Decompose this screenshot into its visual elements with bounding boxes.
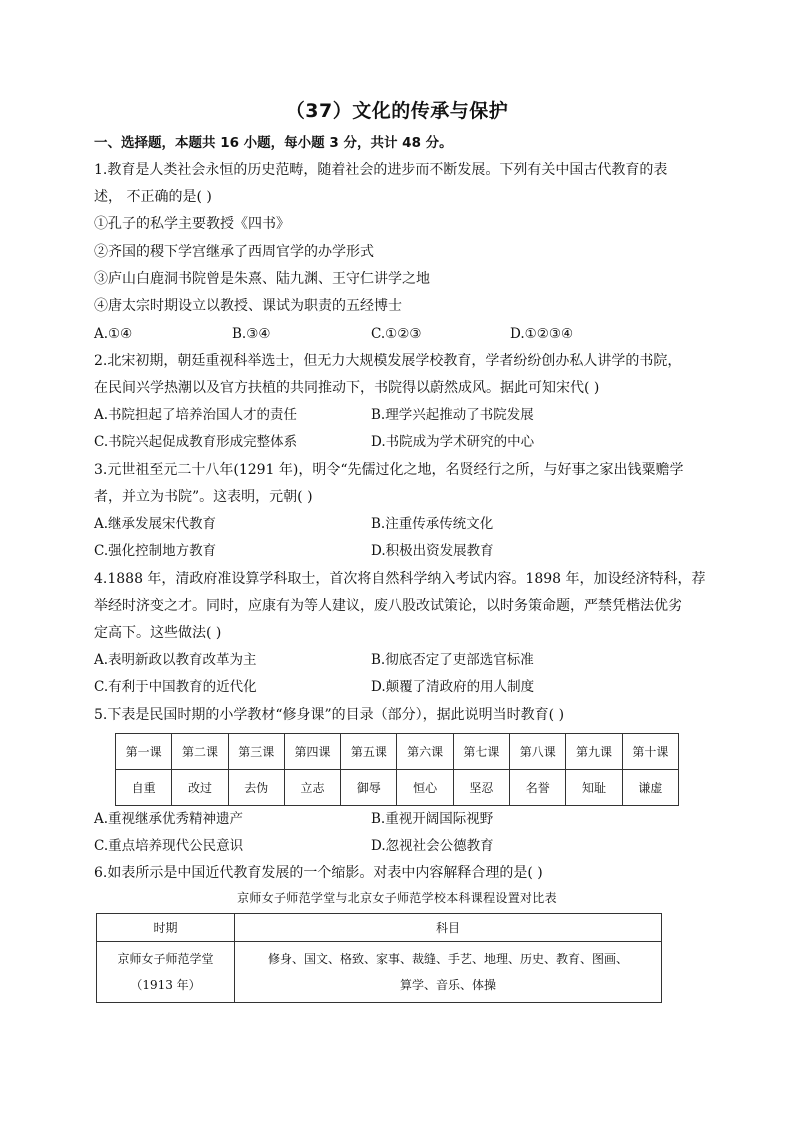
subjects-line1: 修身、国文、格致、家事、裁缝、手艺、地理、历史、教育、图画、 — [267, 952, 628, 966]
q5-stem: 5.下表是民国时期的小学教材“修身课”的目录（部分），据此说明当时教育( ) — [94, 707, 565, 723]
q5-option-d[interactable]: D.忽视社会公德教育 — [371, 838, 494, 854]
q4-stem-line3: 定高下。这些做法( ) — [94, 625, 222, 641]
period-year: （1913 年） — [130, 978, 201, 992]
topic-cell: 立志 — [284, 770, 340, 806]
header-subjects: 科目 — [235, 914, 662, 942]
q4-option-b[interactable]: B.彻底否定了吏部选官标准 — [371, 652, 534, 668]
q2-option-a[interactable]: A.书院担起了培养治国人才的责任 — [94, 407, 298, 423]
q1-stem-line2: 述， 不正确的是( ) — [94, 189, 212, 205]
q1-option-b[interactable]: B.③④ — [232, 326, 271, 342]
q4-stem-line2: 举经时济变之才。同时，应康有为等人建议，废八股改试策论，以时务策命题，严禁凭楷法优劣 — [94, 598, 682, 614]
subjects-cell — [235, 942, 662, 1003]
q2-option-d[interactable]: D.书院成为学术研究的中心 — [371, 434, 535, 450]
q6-table-caption: 京师女子师范学堂与北京女子师范学校本科课程设置对比表 — [237, 891, 557, 905]
topic-cell: 名誉 — [510, 770, 566, 806]
q2-option-c[interactable]: C.书院兴起促成教育形成完整体系 — [94, 434, 298, 450]
topic-cell: 御辱 — [341, 770, 397, 806]
q3-option-c[interactable]: C.强化控制地方教育 — [94, 543, 217, 559]
q3-option-d[interactable]: D.积极出资发展教育 — [371, 543, 494, 559]
page-title: （37）文化的传承与保护 — [285, 100, 509, 122]
q3-stem-line2: 者，并立为书院”。这表明，元朝( ) — [94, 489, 313, 505]
topic-cell: 谦虚 — [622, 770, 678, 806]
q4-stem-line1: 4.1888 年，清政府准设算学科取士，首次将自然科学纳入考试内容。1898 年，加设经济特科，荐 — [94, 571, 706, 587]
period-cell — [97, 942, 235, 1003]
q4-option-c[interactable]: C.有利于中国教育的近代化 — [94, 679, 257, 695]
q5-option-b[interactable]: B.重视开阔国际视野 — [371, 811, 494, 827]
lesson-cell: 第二课 — [172, 734, 228, 770]
section-heading: 一、选择题，本题共 16 小题，每小题 3 分，共计 48 分。 — [94, 135, 453, 151]
lesson-cell: 第四课 — [284, 734, 340, 770]
q1-option-a[interactable]: A.①④ — [94, 326, 133, 342]
table-row — [97, 942, 662, 1003]
q2-stem-line1: 2.北宋初期，朝廷重视科举选士，但无力大规模发展学校教育，学者纷纷创办私人讲学的书院， — [94, 353, 682, 369]
topic-cell: 去伪 — [228, 770, 284, 806]
q1-statement-4: ④唐太宗时期设立以教授、课试为职责的五经博士 — [94, 298, 402, 314]
period-name: 京师女子师范学堂 — [117, 952, 214, 966]
q4-option-d[interactable]: D.颠覆了清政府的用人制度 — [371, 679, 535, 695]
table-row — [116, 734, 679, 770]
q3-option-b[interactable]: B.注重传承传统文化 — [371, 516, 494, 532]
q1-statement-3: ③庐山白鹿洞书院曾是朱熹、陆九渊、王守仁讲学之地 — [94, 271, 430, 287]
lesson-cell: 第七课 — [453, 734, 509, 770]
q2-stem-line2: 在民间兴学热潮以及官方扶植的共同推动下，书院得以蔚然成风。据此可知宋代( ) — [94, 380, 600, 396]
q1-statement-1: ①孔子的私学主要教授《四书》 — [94, 216, 290, 232]
topic-cell: 改过 — [172, 770, 228, 806]
table-row — [116, 770, 679, 806]
lesson-cell: 第五课 — [341, 734, 397, 770]
q3-option-a[interactable]: A.继承发展宋代教育 — [94, 516, 217, 532]
lesson-cell: 第三课 — [228, 734, 284, 770]
topic-cell: 坚忍 — [453, 770, 509, 806]
lesson-cell: 第九课 — [566, 734, 622, 770]
q6-stem: 6.如表所示是中国近代教育发展的一个缩影。对表中内容解释合理的是( ) — [94, 865, 543, 881]
topic-cell: 恒心 — [397, 770, 453, 806]
topic-cell: 自重 — [116, 770, 172, 806]
q4-option-a[interactable]: A.表明新政以教育改革为主 — [94, 652, 257, 668]
q1-option-d[interactable]: D.①②③④ — [510, 326, 574, 342]
table-header-row — [97, 914, 662, 942]
header-period: 时期 — [97, 914, 235, 942]
q3-stem-line1: 3.元世祖至元二十八年(1291 年)，明令“先儒过化之地，名贤经行之所，与好事之家出钱粟赡学 — [94, 462, 684, 478]
q1-statement-2: ②齐国的稷下学宫继承了西周官学的办学形式 — [94, 244, 374, 260]
q1-option-c[interactable]: C.①②③ — [371, 326, 422, 342]
q1-stem-line1: 1.教育是人类社会永恒的历史范畴，随着社会的进步而不断发展。下列有关中国古代教育的表 — [94, 162, 668, 178]
q5-option-a[interactable]: A.重视继承优秀精神遗产 — [94, 811, 244, 827]
lesson-cell: 第六课 — [397, 734, 453, 770]
q5-lesson-table — [115, 733, 679, 806]
q2-option-b[interactable]: B.理学兴起推动了书院发展 — [371, 407, 534, 423]
lesson-cell: 第十课 — [622, 734, 678, 770]
q5-option-c[interactable]: C.重点培养现代公民意识 — [94, 838, 244, 854]
topic-cell: 知耻 — [566, 770, 622, 806]
lesson-cell: 第一课 — [116, 734, 172, 770]
subjects-line2: 算学、音乐、体操 — [399, 978, 496, 992]
lesson-cell: 第八课 — [510, 734, 566, 770]
q6-curriculum-table — [96, 913, 662, 1003]
